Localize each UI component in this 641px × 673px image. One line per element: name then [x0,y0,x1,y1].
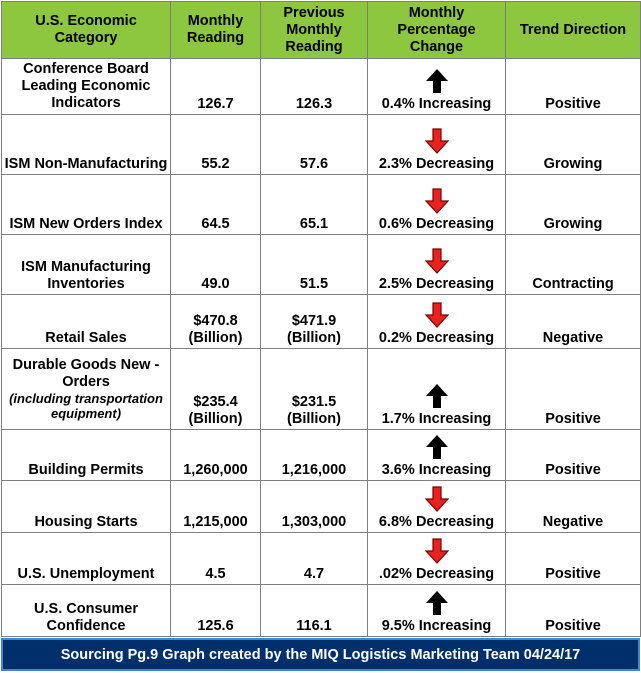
percentage-change-cell [368,115,506,175]
category-cell [2,349,171,430]
monthly-reading-cell: 49.0 [171,235,261,295]
table-row [2,59,641,115]
arrow-down-icon [425,248,449,274]
percentage-change-value: 0.6% Decreasing [378,216,495,232]
percentage-change-value: 2.5% Decreasing [378,276,495,292]
category-label: Housing Starts [34,514,138,530]
category-cell [2,175,171,235]
percentage-change-cell [368,235,506,295]
arrow-down-icon [425,188,449,214]
monthly-reading-cell: 4.5 [171,533,261,585]
footer-text: Sourcing Pg.9 Graph created by the MIQ Logistics Marketing Team 04/24/17 [60,646,581,663]
percentage-change-value: .02% Decreasing [378,566,495,582]
category-cell [2,533,171,585]
arrow-up-icon [425,590,449,616]
category-label: Retail Sales [45,330,127,346]
category-label: Durable Goods New -Orders [12,356,160,390]
table-row [2,235,641,295]
trend-direction-cell: Negative [506,295,641,349]
monthly-reading-cell: 1,260,000 [171,430,261,481]
header-category: U.S. Economic Category [2,2,171,59]
percentage-change-cell [368,59,506,115]
table-header-row [2,2,641,59]
previous-reading-cell: 1,216,000 [261,430,368,481]
percentage-change-cell [368,349,506,430]
monthly-reading-cell: $235.4 (Billion) [171,349,261,430]
monthly-reading-cell: 55.2 [171,115,261,175]
category-cell [2,235,171,295]
arrow-down-icon [425,486,449,512]
table-row [2,481,641,533]
percentage-change-value: 0.4% Increasing [381,96,492,112]
category-label: U.S. Unemployment [17,566,155,582]
arrow-up-icon [425,383,449,409]
percentage-change-value: 2.3% Decreasing [378,156,495,172]
monthly-reading-cell: 64.5 [171,175,261,235]
previous-reading-cell: 1,303,000 [261,481,368,533]
percentage-change-cell [368,533,506,585]
previous-reading-cell: 57.6 [261,115,368,175]
trend-direction-cell: Positive [506,585,641,637]
percentage-change-cell [368,430,506,481]
category-cell [2,585,171,637]
percentage-change-cell [368,585,506,637]
percentage-change-value: 6.8% Decreasing [378,514,495,530]
trend-direction-cell: Contracting [506,235,641,295]
previous-reading-cell: 51.5 [261,235,368,295]
previous-reading-cell: 65.1 [261,175,368,235]
table-row [2,295,641,349]
arrow-down-icon [425,538,449,564]
table-row [2,349,641,430]
table-body [2,59,641,637]
table-row [2,175,641,235]
footer-banner [1,638,640,671]
economic-indicators-table [1,1,641,637]
trend-direction-cell: Positive [506,533,641,585]
category-label: ISM Non-Manufacturing [4,156,168,172]
trend-direction-cell: Negative [506,481,641,533]
percentage-change-value: 3.6% Increasing [381,462,492,478]
percentage-change-value: 9.5% Increasing [381,618,492,634]
monthly-reading-cell: 1,215,000 [171,481,261,533]
percentage-change-cell [368,295,506,349]
header-previous-reading: Previous Monthly Reading [261,2,368,59]
header-trend-direction: Trend Direction [506,2,641,59]
table-row [2,533,641,585]
previous-reading-cell: $231.5 (Billion) [261,349,368,430]
category-sublabel: (including transportation equipment) [9,390,163,421]
previous-reading-cell: 116.1 [261,585,368,637]
trend-direction-cell: Positive [506,430,641,481]
header-monthly-reading: Monthly Reading [171,2,261,59]
monthly-reading-cell: 126.7 [171,59,261,115]
trend-direction-cell: Positive [506,59,641,115]
previous-reading-cell: $471.9 (Billion) [261,295,368,349]
arrow-down-icon [425,302,449,328]
category-cell [2,59,171,115]
trend-direction-cell: Growing [506,175,641,235]
header-percentage-change: Monthly Percentage Change [368,2,506,59]
category-cell [2,115,171,175]
arrow-up-icon [425,68,449,94]
category-label: ISM Manufacturing Inventories [21,259,151,292]
percentage-change-value: 1.7% Increasing [381,411,492,427]
table-row [2,115,641,175]
category-label: Building Permits [28,462,144,478]
category-label: ISM New Orders Index [9,216,163,232]
previous-reading-cell: 126.3 [261,59,368,115]
category-cell [2,295,171,349]
monthly-reading-cell: $470.8 (Billion) [171,295,261,349]
arrow-up-icon [425,434,449,460]
percentage-change-cell [368,175,506,235]
monthly-reading-cell: 125.6 [171,585,261,637]
percentage-change-cell [368,481,506,533]
table-row [2,430,641,481]
category-label: Conference Board Leading Economic Indicators [21,60,151,111]
table-row [2,585,641,637]
previous-reading-cell: 4.7 [261,533,368,585]
category-cell [2,481,171,533]
arrow-down-icon [425,128,449,154]
percentage-change-value: 0.2% Decreasing [378,330,495,346]
trend-direction-cell: Positive [506,349,641,430]
category-cell [2,430,171,481]
category-label: U.S. Consumer Confidence [34,601,138,634]
trend-direction-cell: Growing [506,115,641,175]
